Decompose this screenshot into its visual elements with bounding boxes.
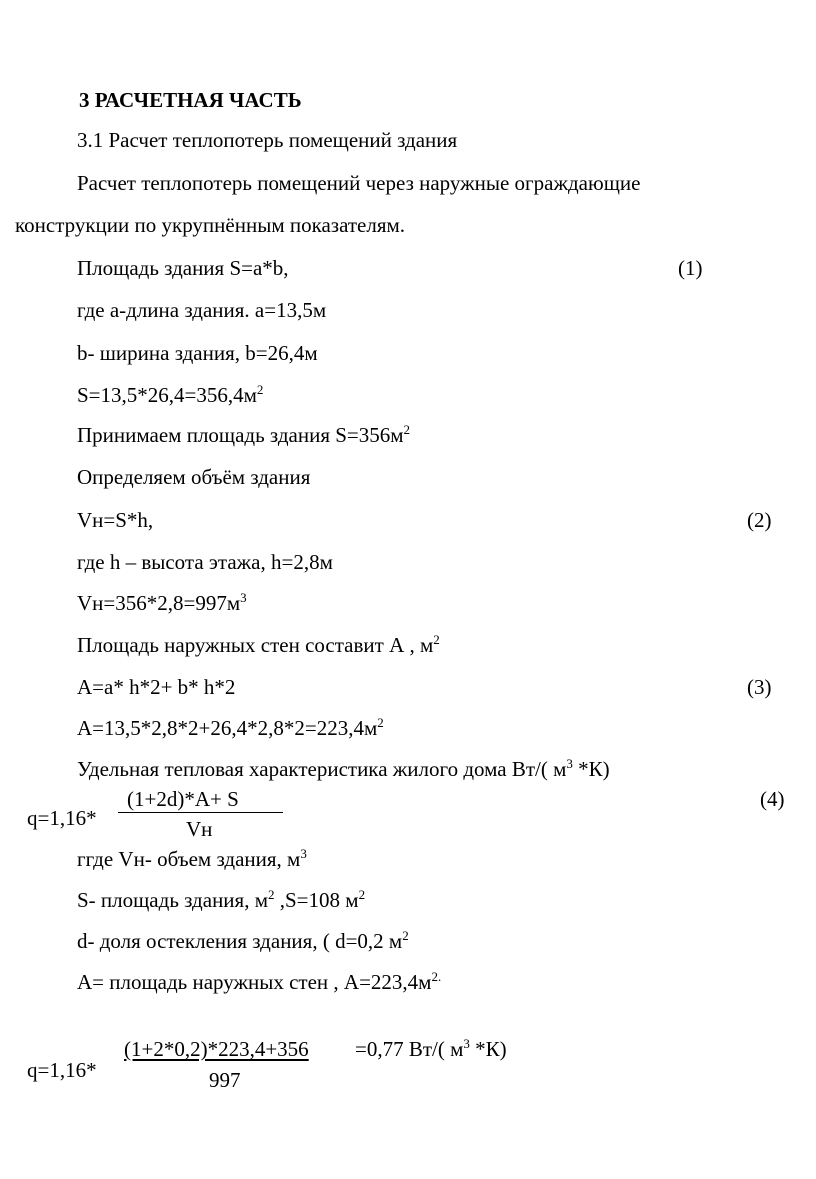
volume-intro: Определяем объём здания — [77, 465, 311, 489]
intro-line-2: конструкции по укрупнённым показателям. — [15, 213, 406, 237]
equation-number-4: (4) — [760, 787, 785, 811]
area-accepted — [77, 423, 410, 447]
s-definition-exponent-2: 2 — [358, 887, 366, 902]
q2-formula-result-exponent: 3 — [463, 1036, 470, 1051]
q-formula-fraction-bar — [118, 812, 283, 813]
section-title: 3.1 Расчет теплопотерь помещений здания — [77, 128, 458, 152]
q-formula-numerator: (1+2d)*А+ S — [127, 787, 239, 811]
q2-formula-numerator: (1+2*0,2)*223,4+356 — [124, 1037, 309, 1061]
walls-calculation — [77, 716, 384, 740]
q-intro-end: *К) — [572, 757, 610, 781]
q-intro-text: Удельная тепловая характеристика жилого дома Вт/( м — [77, 757, 567, 781]
walls-intro-exponent: 2 — [433, 632, 440, 647]
area-accepted-text: Принимаем площадь здания S=356м — [77, 423, 404, 447]
v-definition-text: ггде Vн- объем здания, м — [77, 847, 301, 871]
area-calculation-exponent: 2 — [256, 382, 264, 397]
width-definition: b- ширина здания, b=26,4м — [77, 341, 318, 365]
v-definition-exponent: 3 — [300, 846, 307, 861]
equation-number-3: (3) — [747, 675, 772, 699]
d-definition-text: d- доля остекления здания, ( d=0,2 м — [77, 929, 403, 953]
d-definition — [77, 929, 409, 953]
intro-line-1: Расчет теплопотерь помещений через наружные ограждающие — [77, 171, 641, 195]
q-formula-prefix: q=1,16* — [27, 806, 97, 830]
volume-calculation-exponent: 3 — [240, 590, 247, 605]
equation-number-1: (1) — [678, 256, 703, 280]
area-accepted-exponent: 2 — [403, 422, 411, 437]
a-definition-text: А= площадь наружных стен , А=223,4м — [77, 970, 432, 994]
area-calculation-text: S=13,5*26,4=356,4м — [77, 383, 257, 407]
height-definition: где h – высота этажа, h=2,8м — [77, 550, 333, 574]
volume-calculation-text: Vн=356*2,8=997м — [77, 591, 241, 615]
s-definition-text: S- площадь здания, м — [77, 888, 268, 912]
q2-formula-result — [355, 1037, 507, 1061]
volume-formula: Vн=S*h, — [77, 508, 154, 532]
walls-intro-text: Площадь наружных стен составит А , м — [77, 633, 434, 657]
walls-formula: А=a* h*2+ b* h*2 — [77, 675, 236, 699]
area-formula: Площадь здания S=a*b, — [77, 256, 289, 280]
a-definition — [77, 970, 441, 994]
v-definition — [77, 847, 307, 871]
s-definition — [77, 888, 365, 912]
q-formula-denominator: Vн — [186, 817, 213, 841]
equation-number-2: (2) — [747, 508, 772, 532]
a-definition-exponent: 2. — [431, 969, 442, 984]
q-intro-exponent: 3 — [566, 756, 573, 771]
walls-calculation-exponent: 2 — [377, 715, 384, 730]
q2-formula-result-end: *К) — [469, 1037, 507, 1061]
d-definition-exponent: 2 — [402, 928, 409, 943]
area-calculation — [77, 383, 263, 407]
q2-formula-prefix: q=1,16* — [27, 1058, 97, 1082]
q2-formula-denominator: 997 — [209, 1068, 241, 1092]
s-definition-mid: ,S=108 м — [274, 888, 359, 912]
s-definition-exponent: 2 — [268, 887, 275, 902]
chapter-heading: 3 РАСЧЕТНАЯ ЧАСТЬ — [79, 88, 302, 112]
length-definition: где а-длина здания. а=13,5м — [77, 298, 327, 322]
walls-intro — [77, 633, 440, 657]
q2-formula-result-text: =0,77 Вт/( м — [355, 1037, 464, 1061]
q-intro — [77, 757, 610, 781]
volume-calculation — [77, 591, 247, 615]
walls-calculation-text: А=13,5*2,8*2+26,4*2,8*2=223,4м — [77, 716, 378, 740]
